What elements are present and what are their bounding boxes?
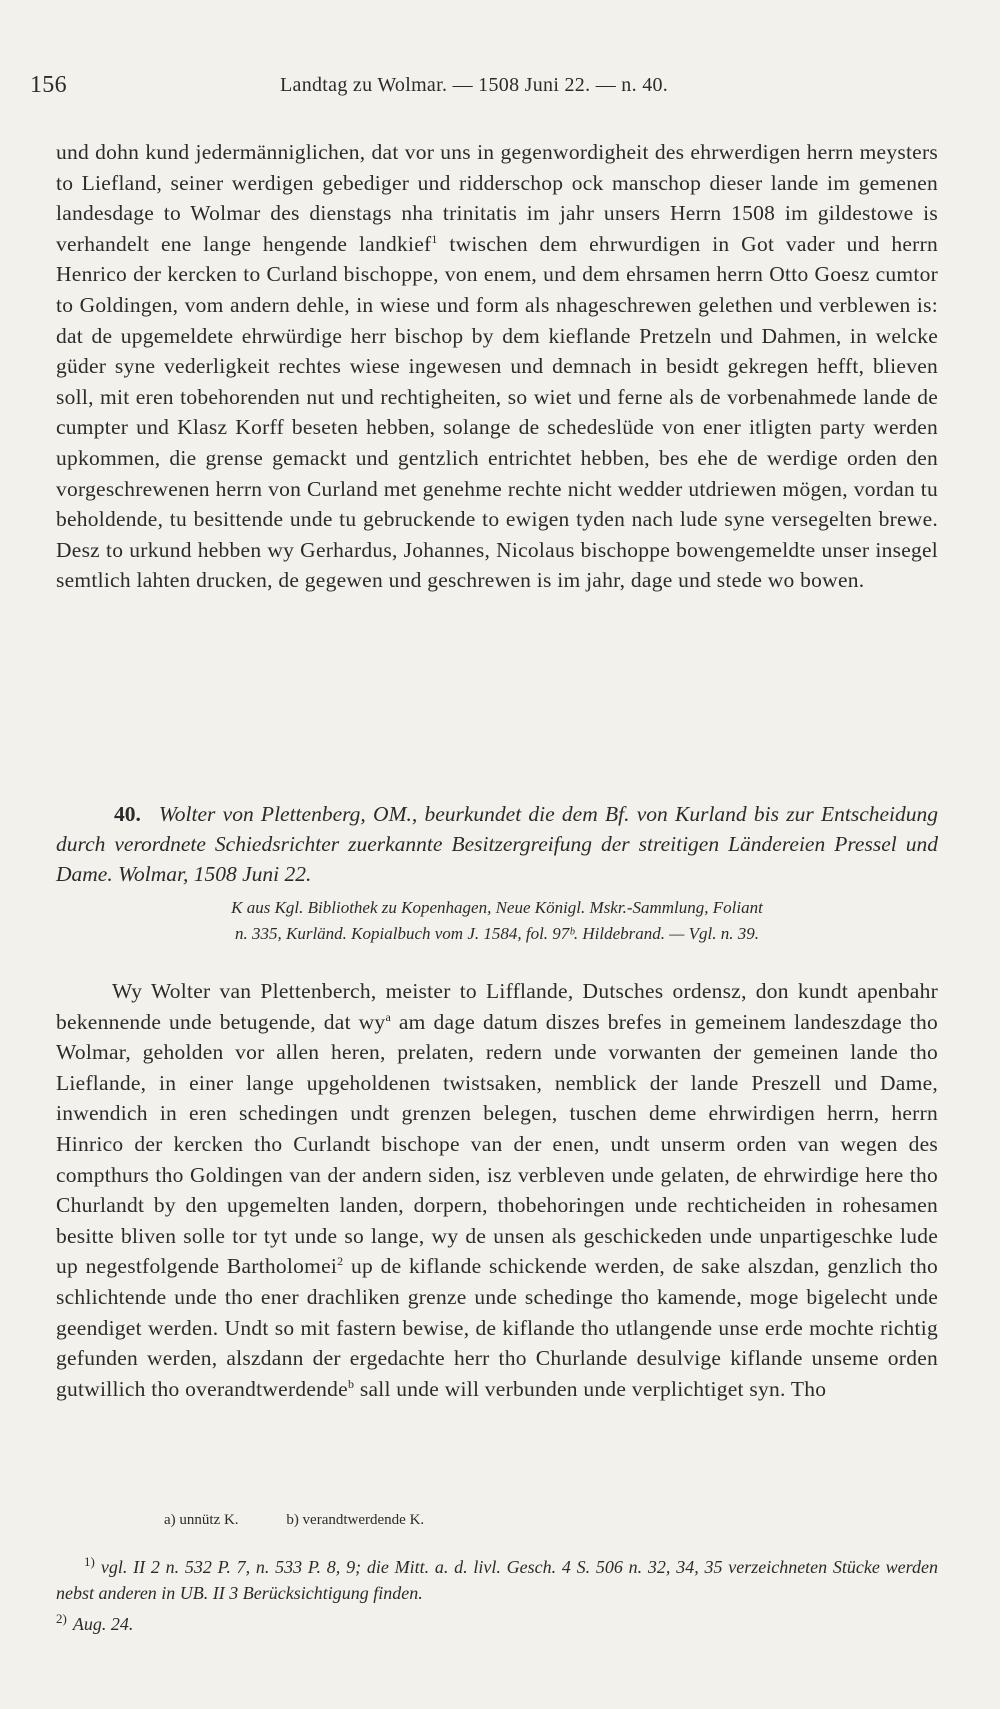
footnote (56, 1606, 938, 1638)
footnote-mark: 1) (84, 1554, 95, 1569)
text-segment: sall unde will verbunden unde verplichtiget syn. Tho (354, 1376, 827, 1401)
variant-note: b) verandtwerdende K. (286, 1512, 425, 1528)
document-number: 40. (114, 802, 141, 826)
source-line: K aus Kgl. Bibliothek zu Kopenhagen, Neue Königl. Mskr.-Sammlung, Foliant (231, 898, 763, 917)
text-segment: up de kiflande schickende werden, de sake alszdan, genzlich tho schlichtende unde tho ener drachliken grenze unde schedinge tho kamende, moge bigelecht unde geendiget werden. Undt so mit fastern bewise, de kiflande tho utlangende unse erde mochte richtig gefunden werden, alszdann der ergedachte herr tho Churlande desulvige kiflande unseme orden gutwillich tho overandtwerdende (56, 1254, 939, 1401)
footnote-ref: 1 (431, 231, 438, 246)
text-segment: am dage datum diszes brefes in gemeinem landeszdage tho Wolmar, geholden vor allen heren, prelaten, redern unde vorwanten der gemeinen lande tho Lieflande, in einer lange upgeholdenen twistsaken, nemblick der lande Preszell und Dame, inwendich in eren schedingen undt grenzen belegen, tuschen deme ehrwirdigen herrn, herrn Hinrico der kercken tho Curlandt bischope van der enen, undt unserm orden van wegen des compthurs tho Goldingen van der andern siden, isz verbleven unde gelaten, de ehrwirdige here tho Churlandt by den upgemelten landen, dorpern, thobehoringen unde rechticheiden in rohesamen besitte bliven solle tor tyt unde so lange, wy de unsen als geschickeden unde unpartigeschke lude up negestfolgende Bartholomei (56, 1009, 938, 1279)
footnote-text: vgl. II 2 n. 532 P. 7, n. 533 P. 8, 9; die Mitt. a. d. livl. Gesch. 4 S. 506 n. 32, 34, 35 verzeichneten Stücke werden nebst anderen in UB. II 3 Berücksichtigung finden. (56, 1557, 938, 1603)
source-note (56, 895, 938, 947)
footnote (56, 1549, 938, 1606)
footnote-mark: 2) (56, 1611, 67, 1626)
text-segment: und dohn kund jedermänniglichen, dat vor uns in gegenwordigheit des ehrwerdigen herrn meysters to Liefland, seiner werdigen gebediger und ridderschop ock manschop dieser lande im gemenen landesdage to Wolmar des dienstags nha trinitatis im jahr unsers Herrn 1508 im gildestowe is verhandelt ene lange hengende landkief (56, 140, 938, 256)
variant-ref: a (385, 1009, 392, 1024)
running-title: Landtag zu Wolmar. — 1508 Juni 22. — n. 40. (280, 74, 669, 96)
variant-note: a) unnütz K. (164, 1512, 239, 1528)
variant-apparatus (164, 1512, 468, 1529)
footnote-ref: 2 (337, 1254, 344, 1269)
variant-ref: b (347, 1376, 355, 1391)
text-segment: Wy Wolter van Plettenberch, meister to Lifflande, Dutsches ordensz, don kundt apenbahr bekennende unde betugende, dat wy (56, 979, 938, 1034)
footnotes (56, 1549, 938, 1638)
text-segment: twischen dem ehrwurdigen in Got vader und herrn Henrico der kercken to Curland bischoppe, von enem, und dem ehrsamen herrn Otto Goesz cumtor to Goldingen, vom andern dehle, in wiese und form als nhageschrewen gelethen und verblewen is: dat de upgemeldete ehrwürdige herr bischop by dem kieflande Pretzeln und Dahmen, in welcke güder syne vederligkeit rechtes wiese ingewesen und demnach in besidt gekregen hefft, blieven soll, mit eren tobehorenden nut und rechtigheiten, so wiet und ferne als de vorbenahmede lande de cumpter und Klasz Korff beseten hebben, solange de schedeslüde von ener itligten party werden upkommen, die grense gemackt und gentzlich entrichtet hebben, bes ehe de werdige orden den vorgeschrewenen herrn von Curland met genehme rechte nicht wedder utdriewen mögen, vordan tu beholdende, tu besittende unde tu gebruckende to ewigen tyden nach lude syne versegelten brewe. Desz to urkund hebben wy Gerhardus, Johannes, Nicolaus bischoppe bowengemeldte unser insegel semtlich lahten drucken, de gegewen und geschrewen is im jahr, dage und stede wo bowen. (56, 231, 938, 593)
footnote-text: Aug. 24. (72, 1614, 134, 1634)
regest-text: Wolter von Plettenberg, OM., beurkundet die dem Bf. von Kurland bis zur Entscheidung durch verordnete Schiedsrichter zuerkannte Besitzergreifung der streitigen Ländereien Pressel und Dame. Wolmar, 1508 Juni 22. (56, 802, 938, 886)
document-text (56, 976, 938, 1404)
source-line: n. 335, Kurländ. Kopialbuch vom J. 1584, fol. 97ᵇ. Hildebrand. — Vgl. n. 39. (234, 924, 759, 943)
page-number: 156 (30, 72, 67, 98)
document-text-continuation (56, 137, 938, 596)
regest-heading (56, 799, 938, 889)
